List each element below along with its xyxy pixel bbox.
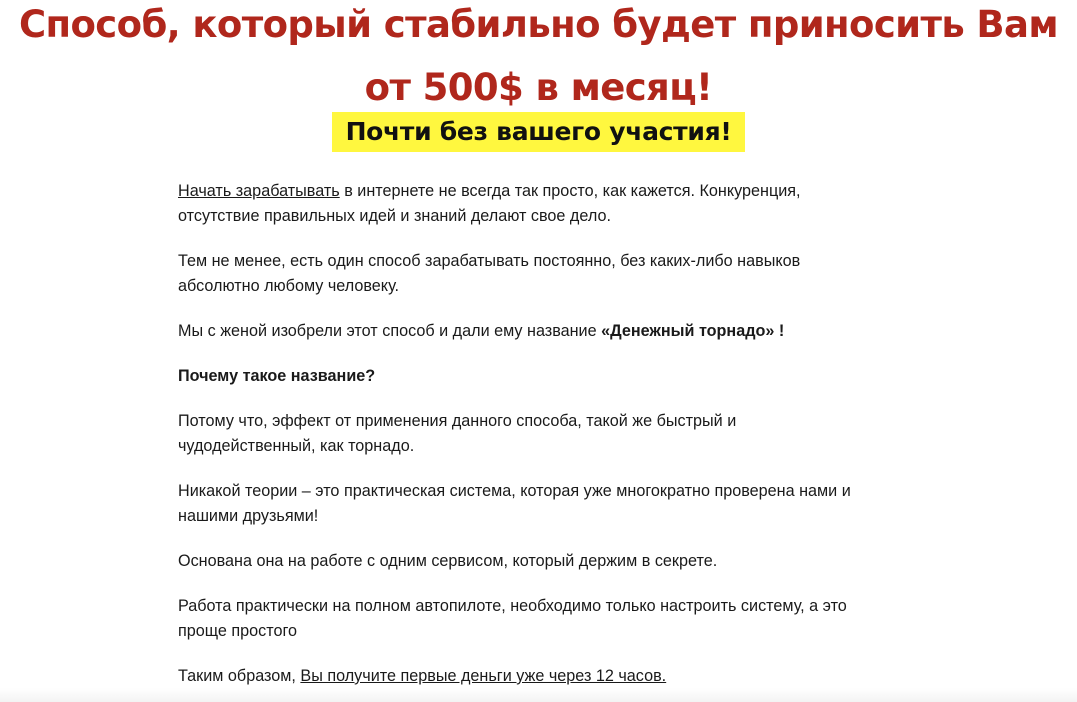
answer-text-b: чудодейственный, как торнадо. [178, 437, 415, 455]
answer-text-a: Потому что, эффект от применения данного способа, такой же быстрый и [178, 412, 737, 430]
practice-text-b: нашими друзьями! [178, 507, 319, 525]
method-name: «Денежный торнадо» [601, 322, 775, 340]
subheadline-wrapper [0, 112, 1077, 152]
why-question: Почему такое название? [178, 367, 376, 385]
name-text: Мы с женой изобрели этот способ и дали ему название [178, 322, 602, 340]
first-money-link[interactable]: Вы получите первые деньги уже через 12 часов. [300, 667, 667, 685]
headline-line-1: Способ, который стабильно будет приносить Вам [18, 3, 1059, 46]
paragraph-name [178, 319, 898, 344]
name-exclamation: ! [774, 322, 785, 340]
paragraph-answer [178, 409, 898, 459]
start-earning-link[interactable]: Начать зарабатывать [178, 182, 340, 200]
paragraph-method [178, 249, 898, 299]
subheadline-highlight: Почти без вашего участия! [332, 112, 746, 152]
practice-text-a: Никакой теории – это практическая система, которая уже многократно проверена нами и [178, 482, 851, 500]
service-text: Основана она на работе с одним сервисом, который держим в секрете. [178, 552, 718, 570]
paragraph-result [178, 664, 898, 689]
article-body [178, 179, 898, 702]
paragraph-autopilot [178, 594, 898, 644]
paragraph-question [178, 364, 898, 389]
method-text-b: абсолютно любому человеку. [178, 277, 400, 295]
bottom-fade [0, 688, 1077, 702]
main-headline [0, 0, 1077, 119]
headline-line-2: от 500$ в месяц! [364, 66, 713, 109]
autopilot-text-a: Работа практически на полном автопилоте, необходимо только настроить систему, а это [178, 597, 847, 615]
intro-text-a: в интернете не всегда так просто, как кажется. Конкуренция, [339, 182, 801, 200]
paragraph-intro [178, 179, 898, 229]
paragraph-service [178, 549, 898, 574]
intro-text-b: отсутствие правильных идей и знаний делают свое дело. [178, 207, 611, 225]
result-text: Таким образом, [178, 667, 301, 685]
method-text-a: Тем не менее, есть один способ зарабатывать постоянно, без каких-либо навыков [178, 252, 801, 270]
autopilot-text-b: проще простого [178, 622, 298, 640]
paragraph-practice [178, 479, 898, 529]
